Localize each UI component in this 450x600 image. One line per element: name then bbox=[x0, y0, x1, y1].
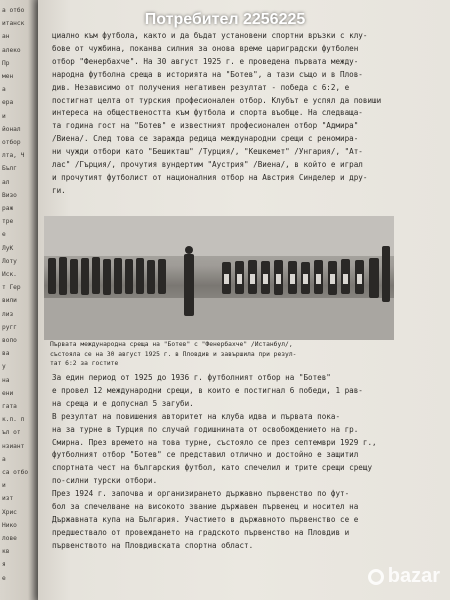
left-page-fragment: изт bbox=[2, 495, 14, 503]
left-page-fragment: Визо bbox=[2, 191, 17, 199]
text-line: През 1924 г. започва и организирането държавно първенство по фут- bbox=[52, 489, 350, 499]
left-page-fragment: Лоту bbox=[2, 257, 17, 265]
team-photo bbox=[44, 216, 394, 340]
text-line: бове от чужбина, поканва силния за онова време цариградски футболен bbox=[52, 43, 359, 53]
text-line: ни чужди отбори като "Бешикташ" /Турция/, "Кешкемет" /Унгария/, "Ат- bbox=[52, 147, 363, 157]
text-line: футболният отбор "Ботев" се представил отлично и достойно е защитил bbox=[52, 450, 359, 460]
text-line: интереса на обществеността към футбола и спорта въобще. На следваща- bbox=[52, 108, 363, 118]
text-line: Смирна. През времето на това турне, състояло се през септември 1929 г., bbox=[52, 437, 377, 447]
left-page-fragment: раж bbox=[2, 205, 14, 212]
left-page-fragment: гата bbox=[2, 403, 17, 410]
watermark-text: bazar bbox=[387, 565, 440, 587]
top-paragraph bbox=[52, 30, 400, 198]
left-page-fragment: вопо bbox=[2, 337, 17, 344]
left-page-fragment: алеко bbox=[2, 46, 21, 54]
text-line: /Виена/. След това се заражда редица международни срещи с реномира- bbox=[52, 134, 359, 144]
left-page-fragment: я bbox=[2, 561, 6, 569]
left-page-fragment: йонал bbox=[2, 125, 21, 133]
seller-username-overlay: Потребител 2256225 bbox=[144, 11, 306, 28]
left-page-fragment: ал bbox=[2, 178, 10, 186]
left-page-fragment: а bbox=[2, 455, 6, 463]
text-line: народна футболна среща в историята на "Ботев", а тази също и в Плов- bbox=[52, 69, 363, 79]
text-line: постигнат целта от турския професионален отбор. Клубът е успял да повиши bbox=[52, 95, 382, 105]
text-line: див. Независимо от получения негативен резултат - победа с 6:2, е bbox=[52, 82, 350, 92]
text-line: циално към футбола, както и да бъдат установени спортни връзки с клу- bbox=[52, 31, 368, 40]
photo-caption bbox=[50, 340, 396, 369]
left-page-fragment: итанск bbox=[2, 20, 25, 28]
text-line: на за турне в Турция по случай годишнината от освобождението на гр. bbox=[52, 424, 359, 434]
left-page-fragment: Иск. bbox=[2, 271, 17, 278]
text-line: и прочутият футболист от националния отбор на Австрия Синделер и дру- bbox=[52, 172, 368, 182]
left-page-fragment: и bbox=[2, 482, 6, 490]
text-line: За един период от 1925 до 1936 г. футболният отбор на "Ботев" bbox=[52, 373, 331, 382]
text-line: отбор "Фенербахче". На 30 август 1925 г. е проведена първата между- bbox=[52, 56, 359, 66]
text-line: В резултат на повишения авторитет на клуба идва и първата пока- bbox=[52, 411, 341, 421]
text-line: е провел 12 международни срещи, в които е постигнал 6 победи, 1 рав- bbox=[52, 385, 363, 395]
caption-line: състояла се на 30 август 1925 г. в Пловдив и завършила при резул- bbox=[50, 350, 297, 358]
left-page-fragment: на bbox=[2, 376, 10, 384]
caption-line: тат 6:2 за гостите bbox=[50, 360, 119, 368]
left-page-fragment: ЛуК bbox=[2, 244, 14, 252]
left-page-fragment: мен bbox=[2, 73, 14, 80]
left-page-fragment: у bbox=[2, 363, 6, 371]
bottom-paragraphs bbox=[52, 372, 400, 553]
book-page bbox=[38, 0, 450, 600]
left-page-fragment: отбор bbox=[2, 139, 21, 146]
text-line: ги. bbox=[52, 185, 66, 195]
text-line: по-силни турски отбори. bbox=[52, 476, 158, 486]
left-page-fragment: ан bbox=[2, 33, 10, 41]
left-page-fragment: ени bbox=[2, 389, 14, 397]
left-page-fragment: Пр bbox=[2, 59, 10, 67]
left-page-fragment: Бълг bbox=[2, 165, 17, 173]
watermark-logo-icon bbox=[368, 569, 384, 585]
left-page-fragment: и bbox=[2, 112, 6, 120]
left-page-fragment: нзиант bbox=[2, 442, 25, 450]
left-page-fragment: к.п. п bbox=[2, 416, 25, 424]
bazar-watermark bbox=[368, 565, 440, 588]
text-line: на среща и е допуснал 5 загуби. bbox=[52, 398, 194, 408]
text-line: лас" /Гърция/, прочутия вундертим "Аустрия" /Виена/, в който е играл bbox=[52, 160, 363, 170]
text-line: предшествало от провеждането на градското първенство на Пловдив и bbox=[52, 527, 350, 537]
left-page-fragment: вили bbox=[2, 297, 17, 305]
left-page-fragment: ъл от bbox=[2, 429, 21, 437]
left-page-fragment: е bbox=[2, 574, 6, 582]
text-line: бол за спечелване на високото звание държавен първенец и носител на bbox=[52, 502, 359, 512]
text-line: спортната чест на българския футбол, като спечелил и трите срещи срещу bbox=[52, 463, 373, 473]
left-page-fragment: а bbox=[2, 86, 6, 94]
left-page-fragment: е bbox=[2, 231, 6, 239]
left-page-fragment: лиз bbox=[2, 310, 14, 318]
text-line: Държавната купа на България. Участието в държавното първенство се е bbox=[52, 514, 359, 524]
left-page-fragment: а отбо bbox=[2, 7, 25, 14]
left-page-fragment: ера bbox=[2, 99, 14, 107]
previous-page-edge bbox=[0, 0, 40, 600]
left-page-fragment: лове bbox=[2, 535, 17, 542]
caption-line: Първата международна среща на "Ботев" с "Фенербахче" /Истанбул/, bbox=[50, 341, 293, 348]
left-page-fragment: т Гер bbox=[2, 284, 21, 292]
left-page-fragment: Нико bbox=[2, 521, 17, 529]
left-page-fragment: ругг bbox=[2, 323, 17, 331]
text-line: първенството на Пловдивската спортна област. bbox=[52, 540, 254, 550]
left-page-fragment: кв bbox=[2, 548, 10, 556]
left-page-fragment: лта, Ч bbox=[2, 152, 25, 160]
left-page-fragment: ва bbox=[2, 350, 10, 358]
left-page-fragment: Хрис bbox=[2, 508, 17, 516]
left-page-fragment: са отбо bbox=[2, 469, 29, 476]
text-line: та година гост на "Ботев" е известният професионален отбор "Адмира" bbox=[52, 121, 359, 131]
left-page-fragment: тре bbox=[2, 218, 14, 226]
